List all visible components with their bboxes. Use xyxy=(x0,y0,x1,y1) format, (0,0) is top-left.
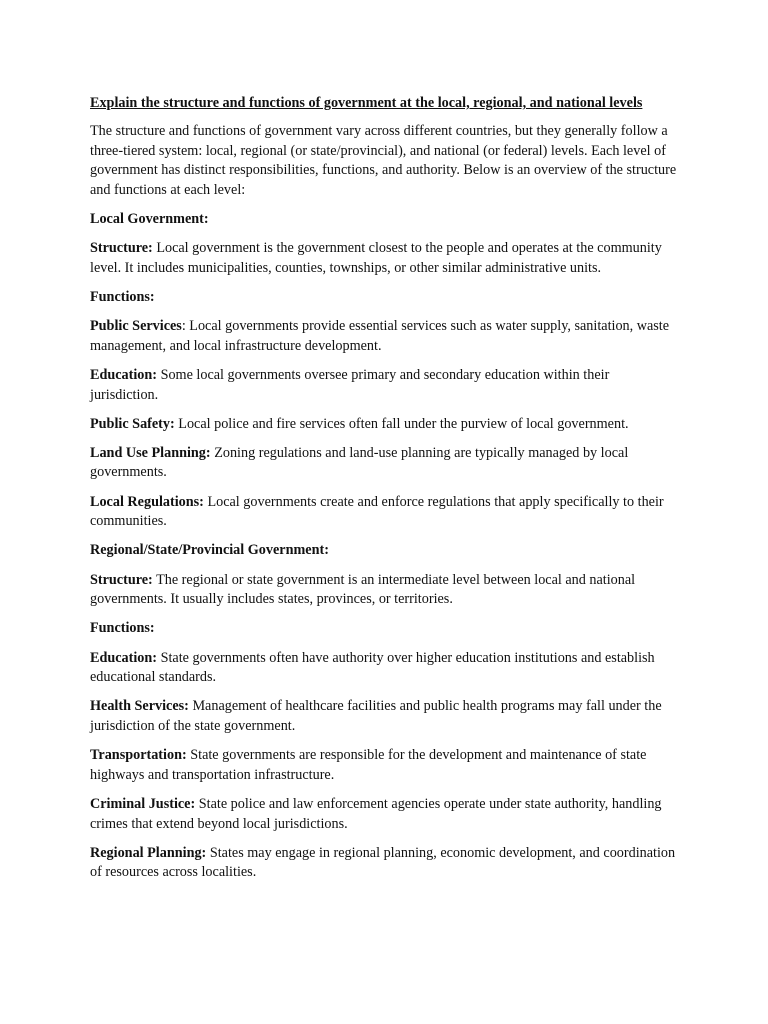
regional-government-heading: Regional/State/Provincial Government: xyxy=(90,542,329,559)
regional-function-text: State governments often have authority over higher education institutions and establish educational standards. xyxy=(90,649,655,686)
local-function-text: : Local governments provide essential services such as water supply, sanitation, waste management, and local infrastructure development. xyxy=(90,318,670,354)
local-function-label: Education: xyxy=(90,366,158,383)
regional-function-label: Criminal Justice: xyxy=(90,795,196,812)
regional-function-item xyxy=(90,697,678,736)
local-structure-label: Structure: xyxy=(90,240,153,257)
local-function-item xyxy=(90,366,678,405)
local-structure-paragraph xyxy=(90,239,678,278)
local-government-heading: Local Government: xyxy=(90,210,209,227)
regional-function-label: Transportation: xyxy=(90,747,187,764)
local-function-label: Land Use Planning: xyxy=(90,444,211,461)
regional-function-text: States may engage in regional planning, economic development, and coordination of resources across localities. xyxy=(90,844,676,881)
local-function-text: Local governments create and enforce regulations that apply specifically to their communities. xyxy=(90,493,664,530)
regional-function-text: Management of healthcare facilities and public health programs may fall under the jurisdiction of the state government. xyxy=(90,698,662,734)
regional-function-text: State governments are responsible for the development and maintenance of state highways and transportation infrastructure. xyxy=(90,747,647,783)
local-function-label: Public Safety: xyxy=(90,415,175,432)
local-function-text: Some local governments oversee primary and secondary education within their jurisdiction. xyxy=(90,366,610,403)
local-functions-heading: Functions: xyxy=(90,288,155,305)
regional-function-item xyxy=(90,844,678,883)
local-function-text: Local police and fire services often fall under the purview of local government. xyxy=(174,415,629,432)
local-function-item xyxy=(90,493,678,532)
regional-function-label: Regional Planning: xyxy=(90,844,207,861)
regional-function-label: Health Services: xyxy=(90,698,189,715)
intro-paragraph: The structure and functions of government vary across different countries, but they generally follow a three-tiered system: local, regional (or state/provincial), and national (or federal) levels. Each level of government has distinct responsibilities, functions, and authority. Below is an overview of the structure and functions at each level: xyxy=(90,123,677,198)
local-structure-text: Local government is the government closest to the people and operates at the community level. It includes municipalities, counties, townships, or other similar administrative units. xyxy=(90,240,662,276)
regional-function-item xyxy=(90,649,678,688)
regional-structure-label: Structure: xyxy=(90,571,153,588)
local-function-label: Public Services xyxy=(90,318,182,335)
regional-functions-heading: Functions: xyxy=(90,620,155,637)
local-function-item xyxy=(90,317,678,356)
regional-function-label: Education: xyxy=(90,649,158,666)
local-function-label: Local Regulations: xyxy=(90,493,204,510)
local-function-item xyxy=(90,444,678,483)
regional-function-item xyxy=(90,746,678,785)
regional-structure-paragraph xyxy=(90,571,678,610)
local-function-item xyxy=(90,415,678,435)
regional-structure-text: The regional or state government is an intermediate level between local and national governments. It usually includes states, provinces, or territories. xyxy=(90,571,636,608)
document-title: Explain the structure and functions of government at the local, regional, and national levels xyxy=(90,95,643,111)
regional-function-text: State police and law enforcement agencies operate under state authority, handling crimes that extend beyond local jurisdictions. xyxy=(90,795,662,832)
local-function-text: Zoning regulations and land-use planning are typically managed by local governments. xyxy=(90,444,629,481)
regional-function-item xyxy=(90,795,678,834)
